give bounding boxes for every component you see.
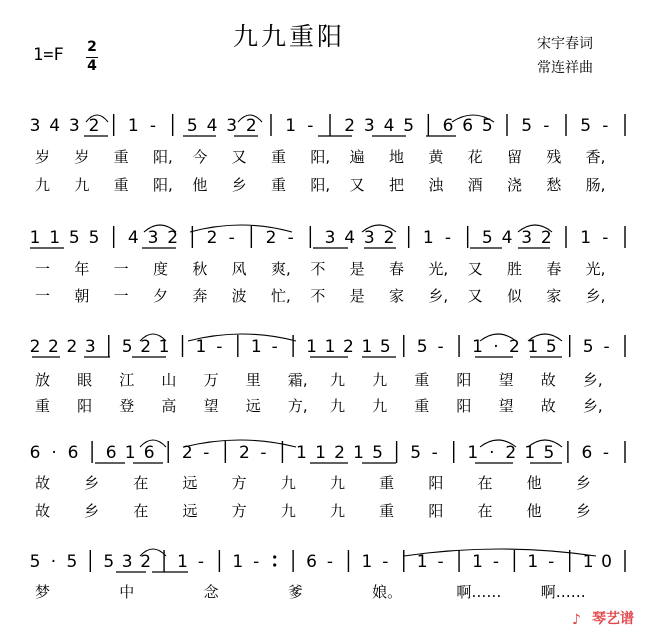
lyric-char: 香,	[585, 148, 606, 166]
song-title: 九九重阳	[233, 22, 346, 51]
lyric-char: 乡	[231, 176, 247, 194]
lyric-char: 重	[113, 148, 129, 166]
lyric-char: 地	[389, 148, 405, 166]
lyric-char: 似	[507, 287, 523, 305]
lyric-char: 里	[245, 371, 261, 389]
lyric-char: 年	[74, 260, 90, 278]
lyric-char: 九	[280, 502, 296, 520]
lyric-char: 重	[379, 474, 395, 492]
brand-logo-icon: ♪	[572, 612, 581, 628]
note: 5	[103, 552, 115, 572]
note: ·	[50, 552, 57, 572]
note: 2	[238, 443, 250, 463]
composer-credit: 常连祥曲	[537, 60, 593, 76]
note: 2	[48, 337, 59, 357]
note: 4	[383, 116, 395, 136]
lyric-char: 啊……	[540, 583, 586, 601]
lyric-char: 光,	[428, 260, 449, 278]
lyric-char: 一	[113, 287, 129, 305]
lyric-char: 九	[74, 176, 90, 194]
lyric-char: 重	[113, 176, 129, 194]
note: 5	[410, 443, 422, 463]
lyric-char: 爽,	[271, 260, 291, 278]
lyric-char: 爹	[287, 583, 303, 601]
lyric-char: 乡,	[582, 371, 603, 389]
lyric-char: 在	[133, 502, 149, 520]
note: 1	[315, 443, 326, 463]
note: 6	[581, 443, 593, 463]
lyric-char: 在	[133, 474, 149, 492]
note: ·	[493, 337, 499, 357]
lyric-char: 远	[182, 502, 198, 520]
note: 3	[521, 228, 533, 248]
lyricist-credit: 宋宇春词	[537, 36, 593, 52]
lyric-char: 阳,	[310, 176, 331, 194]
note: 1	[353, 443, 364, 463]
note: 2	[181, 443, 193, 463]
note: 6	[29, 443, 41, 463]
note: 3	[147, 228, 159, 248]
note: -	[492, 552, 500, 572]
lyric-char: 不	[310, 287, 326, 305]
lyric-char: 在	[477, 474, 493, 492]
note: 1	[29, 228, 41, 248]
lyric-char: 家	[546, 287, 562, 305]
lyric-char: 阳,	[153, 176, 173, 194]
note: 1	[422, 228, 434, 248]
lyric-char: 九	[330, 371, 346, 389]
lyric-char: 远	[245, 397, 261, 415]
note: 4	[206, 116, 218, 136]
lyric-char: 乡,	[582, 397, 603, 415]
lyric-char: 九	[330, 502, 346, 520]
note: 5	[481, 116, 493, 136]
lyric-char: 重	[271, 148, 287, 166]
note: ·	[51, 443, 57, 463]
lyric-char: 九	[35, 176, 51, 194]
lyric-char: 阳	[428, 502, 444, 520]
note: 1	[361, 337, 373, 357]
lyric-char: 光,	[585, 260, 606, 278]
lyric-char: 念	[203, 583, 219, 601]
lyric-char: 阳	[428, 474, 444, 492]
lyric-char: 远	[182, 474, 198, 492]
time-signature-top: 2	[87, 39, 97, 55]
note: 2	[508, 337, 520, 357]
note: 1	[49, 228, 61, 248]
lyric-char: 是	[349, 287, 365, 305]
note: 5	[580, 116, 592, 136]
lyric-char: 留	[507, 148, 523, 166]
lyric-char: 九	[280, 474, 296, 492]
lyric-char: 啊……	[456, 583, 502, 601]
note: 5	[582, 337, 594, 357]
lyric-char: 乡	[575, 474, 591, 492]
lyric-char: 阳	[77, 397, 93, 415]
note: 2	[505, 443, 517, 463]
lyric-char: 又	[231, 148, 247, 166]
lyric-char: 又	[467, 287, 483, 305]
lyric-char: 重	[35, 397, 51, 415]
lyric-char: 不	[310, 260, 326, 278]
note: 1	[527, 552, 539, 572]
lyric-char: 风	[231, 260, 247, 278]
note: -	[382, 552, 389, 572]
note: 5	[403, 116, 415, 136]
note: -	[253, 552, 260, 572]
lyric-char: 望	[203, 397, 219, 415]
lyric-char: 九	[330, 474, 346, 492]
lyric-char: 霜,	[287, 371, 308, 389]
note: 3	[121, 552, 133, 572]
lyric-char: 浇	[507, 176, 523, 194]
note: 4	[49, 116, 61, 136]
note: 2	[140, 552, 152, 572]
lyric-char: 九	[372, 371, 388, 389]
note: 1	[285, 116, 297, 136]
lyric-char: 酒	[467, 176, 483, 194]
note: -	[197, 552, 205, 572]
slur	[404, 549, 596, 556]
lyric-char: 春	[389, 260, 405, 278]
note: -	[149, 116, 157, 136]
note: 1	[580, 228, 592, 248]
lyric-char: 黄	[428, 148, 444, 166]
note: 1	[467, 443, 479, 463]
note: 6	[105, 443, 117, 463]
lyric-char: 乡,	[585, 287, 606, 305]
note: -	[437, 552, 444, 572]
lyric-char: 山	[161, 371, 177, 389]
note: -	[260, 443, 267, 463]
lyric-char: 岁	[35, 148, 51, 166]
note: 1	[158, 337, 170, 357]
lyric-char: 波	[231, 287, 247, 305]
note: 1	[127, 116, 139, 136]
note: 0	[601, 552, 612, 572]
lyric-char: 残	[546, 148, 562, 166]
note: -	[444, 228, 452, 248]
lyric-char: 方,	[287, 397, 308, 415]
lyric-char: 方	[231, 474, 247, 492]
note: 1	[250, 337, 262, 357]
note: -	[307, 116, 314, 136]
note: 5	[372, 443, 383, 463]
lyric-char: 夕	[153, 287, 169, 305]
note: 3	[29, 116, 41, 136]
lyric-char: 方	[231, 502, 247, 520]
note: 5	[521, 116, 533, 136]
lyric-char: 岁	[74, 148, 90, 166]
lyric-char: 放	[35, 371, 51, 389]
note: 3	[226, 116, 238, 136]
note: -	[287, 228, 294, 248]
note: 3	[324, 228, 336, 248]
lyric-char: 花	[467, 148, 483, 166]
lyric-char: 故	[35, 474, 51, 492]
lyric-char: 一	[35, 287, 51, 305]
note: -	[431, 443, 438, 463]
note: 3	[68, 116, 80, 136]
note: ·	[489, 443, 495, 463]
lyric-char: 乡,	[428, 287, 449, 305]
note: 5	[379, 337, 391, 357]
lyric-char: 九	[330, 397, 346, 415]
note: -	[602, 116, 609, 136]
note: 6	[462, 116, 474, 136]
lyric-char: 高	[161, 397, 177, 415]
note: 2	[265, 228, 277, 248]
lyric-char: 眼	[77, 371, 93, 389]
note: 6	[67, 443, 79, 463]
lyric-char: 他	[526, 474, 542, 492]
note: 2	[167, 228, 179, 248]
note: 4	[501, 228, 513, 248]
lyric-char: 今	[192, 148, 208, 166]
brand-name: 琴艺谱	[592, 611, 634, 627]
note: 4	[127, 228, 139, 248]
note: 3	[363, 228, 375, 248]
note: 1	[416, 552, 428, 572]
note: 5	[545, 337, 557, 357]
note: 1	[472, 337, 483, 357]
lyric-char: 春	[546, 260, 562, 278]
lyric-char: 肠,	[585, 176, 606, 194]
lyric-char: 他	[526, 502, 542, 520]
note: 3	[363, 116, 375, 136]
note: 1	[472, 552, 483, 572]
time-signature-bottom: 4	[87, 58, 97, 74]
note: 1	[232, 552, 244, 572]
lyric-char: 奔	[192, 287, 208, 305]
note: 1	[296, 443, 307, 463]
note: 1	[177, 552, 188, 572]
note: 2	[343, 337, 354, 357]
note: 4	[344, 228, 356, 248]
note: 5	[416, 337, 428, 357]
lyric-char: 乡	[84, 474, 100, 492]
note: 6	[442, 116, 454, 136]
lyric-char: 故	[540, 371, 556, 389]
lyric-char: 忙,	[271, 287, 291, 305]
lyric-char: 江	[119, 371, 135, 389]
lyric-char: 故	[35, 502, 51, 520]
lyric-char: 遍	[349, 148, 365, 166]
lyric-char: 在	[477, 502, 493, 520]
note: -	[326, 552, 334, 572]
note: 1	[324, 337, 336, 357]
lyric-char: 他	[192, 176, 208, 194]
lyric-char: 阳	[456, 397, 472, 415]
note: 1	[582, 552, 594, 572]
note: 2	[66, 337, 78, 357]
note: 2	[540, 228, 552, 248]
lyric-char: 又	[467, 260, 483, 278]
note: -	[437, 337, 444, 357]
lyric-char: 度	[153, 260, 169, 278]
lyric-char: 万	[203, 371, 219, 389]
lyric-char: 胜	[507, 260, 523, 278]
lyric-char: 阳,	[153, 148, 173, 166]
note: 1	[306, 337, 317, 357]
note: 1	[361, 552, 373, 572]
lyric-char: 愁	[546, 176, 562, 194]
note: 2	[206, 228, 218, 248]
note: 5	[66, 552, 78, 572]
key-signature: 1=F	[33, 45, 64, 65]
note: -	[602, 443, 610, 463]
note: 1	[195, 337, 207, 357]
note: 5	[68, 228, 80, 248]
note: -	[602, 228, 609, 248]
lyric-char: 重	[414, 397, 430, 415]
slur	[190, 225, 292, 232]
lyric-char: 秋	[192, 260, 208, 278]
note: 6	[143, 443, 155, 463]
note: 2	[344, 116, 356, 136]
note: 1	[527, 337, 539, 357]
repeat-dot	[273, 563, 276, 566]
lyric-char: 重	[379, 502, 395, 520]
repeat-dot	[273, 555, 276, 558]
note: -	[548, 552, 555, 572]
lyric-char: 望	[498, 371, 514, 389]
lyric-char: 家	[389, 287, 405, 305]
note: 5	[88, 228, 100, 248]
note: -	[603, 337, 610, 357]
lyric-char: 乡	[84, 502, 100, 520]
lyric-char: 重	[271, 176, 287, 194]
note: -	[271, 337, 278, 357]
note: 2	[88, 116, 100, 136]
lyric-char: 中	[119, 583, 135, 601]
note: 1	[524, 443, 536, 463]
lyric-char: 朝	[74, 287, 90, 305]
note: 5	[29, 552, 41, 572]
note: 2	[29, 337, 41, 357]
note: 3	[84, 337, 96, 357]
lyric-char: 故	[540, 397, 556, 415]
note: 2	[383, 228, 395, 248]
note: -	[203, 443, 210, 463]
lyric-char: 浊	[428, 176, 444, 194]
lyric-char: 一	[113, 260, 129, 278]
lyric-char: 重	[414, 371, 430, 389]
lyric-char: 梦	[35, 583, 51, 601]
note: 2	[334, 443, 345, 463]
lyric-char: 是	[349, 260, 365, 278]
note: 5	[186, 116, 198, 136]
note: 5	[481, 228, 493, 248]
lyric-char: 娘。	[372, 583, 403, 601]
lyric-char: 登	[119, 397, 135, 415]
note: 5	[121, 337, 133, 357]
lyric-char: 一	[35, 260, 51, 278]
note: -	[216, 337, 223, 357]
lyric-char: 把	[389, 176, 405, 194]
lyric-char: 又	[349, 176, 365, 194]
note: 5	[543, 443, 555, 463]
note: -	[543, 116, 550, 136]
note: 1	[124, 443, 136, 463]
lyric-char: 阳	[456, 371, 472, 389]
lyric-char: 阳,	[310, 148, 331, 166]
lyric-char: 望	[498, 397, 514, 415]
note: -	[228, 228, 235, 248]
note: 6	[306, 552, 317, 572]
note: 2	[245, 116, 257, 136]
lyric-char: 乡	[575, 502, 591, 520]
lyric-char: 九	[372, 397, 388, 415]
note: 2	[140, 337, 152, 357]
